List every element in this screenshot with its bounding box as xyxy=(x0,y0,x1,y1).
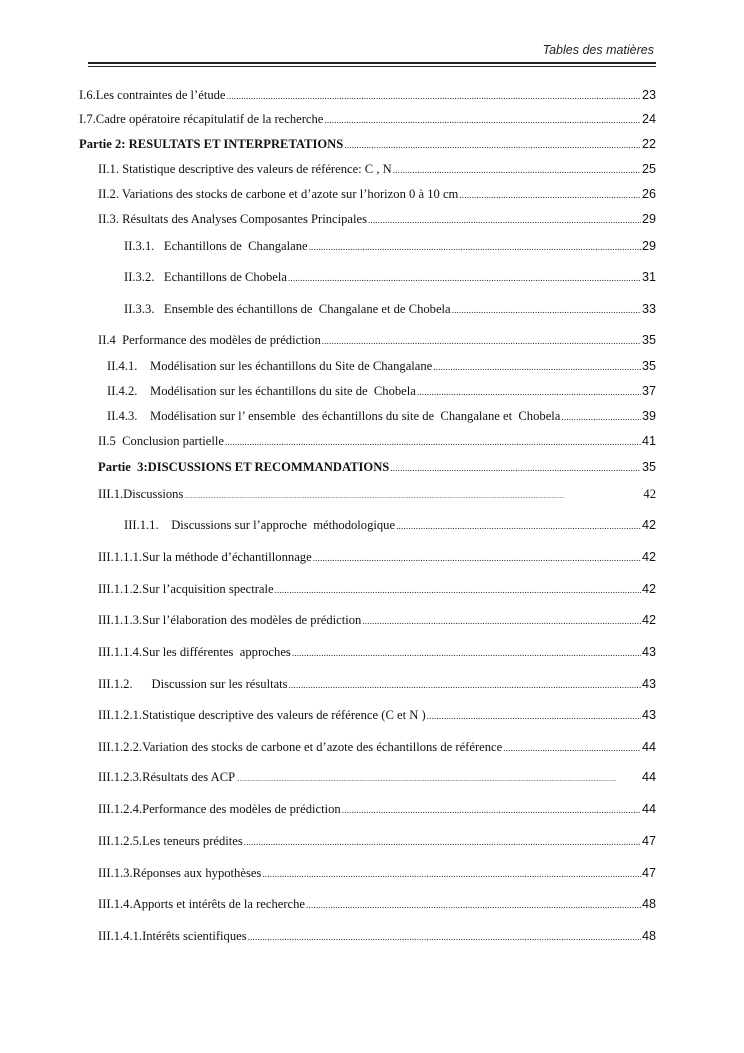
toc-entry-label: III.1.4.1.Intérêts scientifiques xyxy=(98,929,247,943)
header-rule xyxy=(88,62,656,67)
toc-entry-label: I.6.Les contraintes de l’étude xyxy=(79,88,226,102)
toc-entry[interactable] xyxy=(98,434,656,449)
dot-leader xyxy=(306,900,641,910)
toc-page-number: 43 xyxy=(641,677,656,691)
toc-page-number: 23 xyxy=(641,88,656,102)
dot-leader xyxy=(561,412,641,422)
toc-page-number: 29 xyxy=(641,239,656,253)
dot-leader xyxy=(390,463,641,473)
toc-entry[interactable] xyxy=(98,582,656,597)
dot-leader xyxy=(417,387,641,397)
toc-page-number: 42 xyxy=(641,582,656,596)
toc-entry-label: II.3. Résultats des Analyses Composantes Principales xyxy=(98,212,367,226)
toc-entry[interactable] xyxy=(124,239,656,254)
toc-entry-label: III.1.2. Discussion sur les résultats xyxy=(98,677,288,691)
dot-leader xyxy=(393,165,641,175)
dot-leader xyxy=(227,91,641,101)
toc-entry-label: II.3.2. Echantillons de Chobela xyxy=(124,270,287,284)
toc-entry-label: II.5 Conclusion partielle xyxy=(98,434,224,448)
toc-entry[interactable] xyxy=(98,708,656,723)
toc-page-number: 42 xyxy=(641,613,656,627)
toc-entry-label: II.4 Performance des modèles de prédiction xyxy=(98,333,321,347)
toc-entry[interactable] xyxy=(124,518,656,533)
toc-entry-label: III.1.1.1.Sur la méthode d’échantillonnage xyxy=(98,550,312,564)
toc-entry[interactable] xyxy=(98,162,656,177)
toc-entry-part[interactable] xyxy=(79,137,656,152)
dot-leader xyxy=(236,776,641,783)
toc-entry[interactable] xyxy=(98,333,656,348)
toc-entry-label: III.1.2.3.Résultats des ACP xyxy=(98,770,236,784)
dot-leader xyxy=(309,242,641,252)
toc-page-number: 35 xyxy=(641,460,656,474)
dot-leader xyxy=(292,648,641,658)
running-header: Tables des matières xyxy=(542,43,654,57)
dot-leader xyxy=(288,273,641,283)
toc-entry-label: I.7.Cadre opératoire récapitulatif de la recherche xyxy=(79,112,324,126)
toc-entry-label: III.1.2.5.Les teneurs prédites xyxy=(98,834,243,848)
toc-page-number: 43 xyxy=(641,708,656,722)
toc-entry[interactable] xyxy=(98,834,656,849)
toc-entry-label: II.4.2. Modélisation sur les échantillons du site de Chobela xyxy=(107,384,416,398)
toc-page-number: 37 xyxy=(641,384,656,398)
toc-page-number: 35 xyxy=(641,333,656,347)
toc-entry-part[interactable] xyxy=(98,460,656,475)
toc-page-number: 24 xyxy=(641,112,656,126)
toc-page-number: 33 xyxy=(641,302,656,316)
toc-entry[interactable] xyxy=(79,112,656,127)
toc-entry[interactable] xyxy=(98,677,656,692)
toc-page-number: 42 xyxy=(643,487,656,501)
dot-leader xyxy=(427,711,641,721)
toc-page-number: 44 xyxy=(641,802,656,816)
dot-leader xyxy=(459,190,641,200)
dot-leader xyxy=(313,553,641,563)
dot-leader xyxy=(322,336,641,346)
toc-page-number: 48 xyxy=(641,929,656,943)
toc-entry-label: III.1.1.3.Sur l’élaboration des modèles de prédiction xyxy=(98,613,362,627)
toc-entry-label: III.1.Discussions xyxy=(98,487,184,501)
toc-entry[interactable] xyxy=(79,88,656,103)
dot-leader xyxy=(433,362,641,372)
toc-page-number: 43 xyxy=(641,645,656,659)
dot-leader xyxy=(344,140,641,150)
toc-entry[interactable] xyxy=(98,929,656,944)
toc-entry[interactable] xyxy=(98,897,656,912)
toc-entry[interactable] xyxy=(98,487,656,502)
dot-leader xyxy=(342,805,641,815)
toc-page-number: 48 xyxy=(641,897,656,911)
toc-entry-label: II.4.3. Modélisation sur l’ ensemble des échantillons du site de Changalane et Chobela xyxy=(107,409,561,423)
toc-entry[interactable] xyxy=(98,802,656,817)
toc-entry[interactable] xyxy=(98,550,656,565)
toc-page-number: 47 xyxy=(641,834,656,848)
dot-leader xyxy=(396,521,641,531)
toc-entry-label: II.3.1. Echantillons de Changalane xyxy=(124,239,308,253)
toc-entry-label: III.1.2.4.Performance des modèles de prédiction xyxy=(98,802,341,816)
toc-entry-label: III.1.3.Réponses aux hypothèses xyxy=(98,866,262,880)
toc-page-number: 44 xyxy=(641,740,656,754)
dot-leader xyxy=(184,493,642,500)
dot-leader xyxy=(262,869,641,879)
toc-page-number: 47 xyxy=(641,866,656,880)
toc-page-number: 31 xyxy=(641,270,656,284)
toc-entry[interactable] xyxy=(124,270,656,285)
dot-leader xyxy=(503,743,641,753)
dot-leader xyxy=(248,932,641,942)
toc-page-number: 41 xyxy=(641,434,656,448)
toc-entry[interactable] xyxy=(98,645,656,660)
dot-leader xyxy=(289,680,641,690)
toc-entry-label: Partie 2: RESULTATS ET INTERPRETATIONS xyxy=(79,137,344,151)
toc-entry[interactable] xyxy=(107,409,656,424)
toc-entry[interactable] xyxy=(98,212,656,227)
toc-page-number: 42 xyxy=(641,550,656,564)
toc-entry-label: II.2. Variations des stocks de carbone et d’azote sur l’horizon 0 à 10 cm xyxy=(98,187,459,201)
toc-entry-label: III.1.1.4.Sur les différentes approches xyxy=(98,645,291,659)
toc-entry[interactable] xyxy=(98,866,656,881)
toc-entry[interactable] xyxy=(107,359,656,374)
toc-page-number: 42 xyxy=(641,518,656,532)
dot-leader xyxy=(368,215,641,225)
toc-entry-label: III.1.2.2.Variation des stocks de carbone et d’azote des échantillons de référence xyxy=(98,740,503,754)
dot-leader xyxy=(452,305,641,315)
toc-page-number: 26 xyxy=(641,187,656,201)
toc-entry-label: II.1. Statistique descriptive des valeurs de référence: C , N xyxy=(98,162,392,176)
toc-page-number: 29 xyxy=(641,212,656,226)
toc-page-number: 35 xyxy=(641,359,656,373)
toc-entry[interactable] xyxy=(98,187,656,202)
toc-entry[interactable] xyxy=(98,613,656,628)
dot-leader xyxy=(324,115,641,125)
toc-entry[interactable] xyxy=(98,770,656,785)
toc-page-number: 39 xyxy=(641,409,656,423)
dot-leader xyxy=(362,616,641,626)
toc-entry-label: III.1.2.1.Statistique descriptive des valeurs de référence (C et N ) xyxy=(98,708,426,722)
toc-entry-label: Partie 3:DISCUSSIONS ET RECOMMANDATIONS xyxy=(98,460,390,474)
toc-entry-label: II.3.3. Ensemble des échantillons de Changalane et de Chobela xyxy=(124,302,451,316)
toc-entry[interactable] xyxy=(98,740,656,755)
toc-entry[interactable] xyxy=(107,384,656,399)
dot-leader xyxy=(275,585,641,595)
toc-page-number: 22 xyxy=(641,137,656,151)
toc-page-number: 25 xyxy=(641,162,656,176)
toc-entry-label: III.1.1. Discussions sur l’approche méthodologique xyxy=(124,518,396,532)
dot-leader xyxy=(225,437,641,447)
toc-entry-label: III.1.4.Apports et intérêts de la recherche xyxy=(98,897,306,911)
toc-entry-label: II.4.1. Modélisation sur les échantillons du Site de Changalane xyxy=(107,359,433,373)
dot-leader xyxy=(244,837,641,847)
toc-entry-label: III.1.1.2.Sur l’acquisition spectrale xyxy=(98,582,274,596)
toc-page-number: 44 xyxy=(641,770,656,784)
toc-entry[interactable] xyxy=(124,302,656,317)
